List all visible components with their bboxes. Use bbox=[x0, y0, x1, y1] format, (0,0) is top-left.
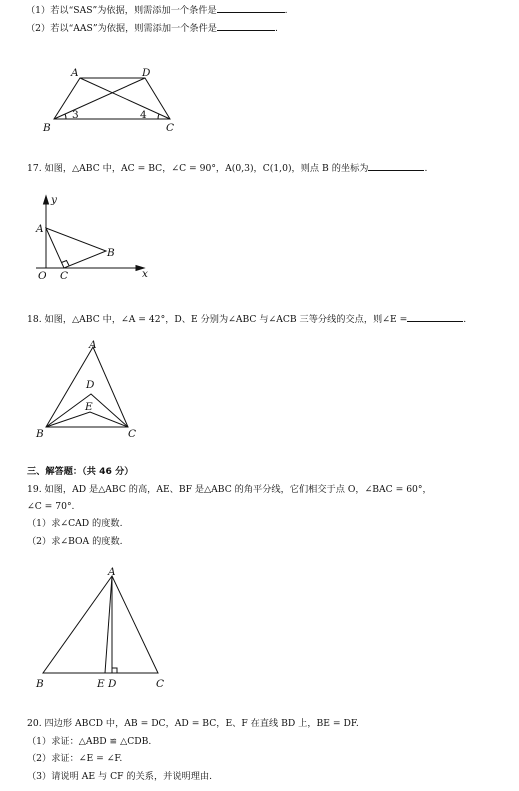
label-E: E bbox=[85, 401, 93, 413]
q19-line1: 19. 如图，AD 是△ABC 的高，AE、BF 是△ABC 的角平分线，它们相交于点 O，∠BAC = 60°， bbox=[27, 484, 432, 495]
label-y: y bbox=[51, 194, 57, 206]
label-D: D bbox=[86, 379, 95, 391]
label-A: A bbox=[89, 339, 97, 351]
period: . bbox=[424, 163, 428, 174]
trisector-e bbox=[46, 412, 128, 427]
triangle-abc bbox=[43, 576, 158, 673]
q18-text: 18. 如图，△ABC 中，∠A = 42°，D、E 分别为∠ABC 与∠ACB 三等分线的交点，则∠E = bbox=[27, 314, 408, 325]
diagonal-ac bbox=[80, 78, 170, 119]
answer-blank[interactable] bbox=[368, 161, 424, 171]
section-heading: 三、解答题：（共 46 分） bbox=[27, 466, 134, 477]
angle-3-arc bbox=[65, 114, 66, 119]
period: . bbox=[463, 314, 467, 325]
label-B: B bbox=[43, 122, 51, 134]
label-B: B bbox=[36, 428, 44, 440]
label-D: D bbox=[142, 67, 151, 79]
label-x: x bbox=[142, 268, 148, 280]
label-A: A bbox=[71, 67, 79, 79]
answer-blank[interactable] bbox=[407, 312, 463, 322]
q20-part1: （1）求证：△ABD ≌ △CDB. bbox=[27, 736, 152, 747]
label-angle-4: 4 bbox=[140, 109, 147, 121]
q20-part3: （3）请说明 AE 与 CF 的关系，并说明理由. bbox=[27, 771, 213, 782]
label-D: D bbox=[108, 678, 117, 690]
label-O: O bbox=[38, 270, 47, 282]
bisector-ae bbox=[105, 576, 112, 673]
label-B: B bbox=[107, 247, 115, 259]
angle-4-arc bbox=[158, 114, 159, 119]
period: . bbox=[275, 23, 278, 34]
figure-17 bbox=[36, 196, 144, 271]
y-axis-arrow bbox=[44, 196, 49, 204]
q19-part2: （2）求∠BOA 的度数. bbox=[27, 536, 123, 547]
q16-part1-text: （1）若以“SAS”为依据，则需添加一个条件是 bbox=[26, 5, 217, 16]
label-A: A bbox=[108, 566, 116, 578]
diagonal-bd bbox=[54, 78, 145, 119]
label-B: B bbox=[36, 678, 44, 690]
q16-part2-text: （2）若以“AAS”为依据，则需添加一个条件是 bbox=[26, 23, 217, 34]
q17-text: 17. 如图，△ABC 中，AC = BC，∠C = 90°，A(0,3)，C(1,0)，则点 B 的坐标为 bbox=[27, 163, 369, 174]
period: . bbox=[284, 5, 288, 16]
q17 bbox=[27, 161, 427, 175]
q19-part1: （1）求∠CAD 的度数. bbox=[27, 518, 123, 529]
right-angle-mark bbox=[112, 668, 117, 673]
label-angle-3: 3 bbox=[72, 109, 79, 121]
q19-line2: ∠C = 70°. bbox=[27, 501, 75, 512]
q20-line1: 20. 四边形 ABCD 中，AB = DC，AD = BC，E、F 在直线 BD 上，BE = DF. bbox=[27, 718, 359, 729]
q20-part2: （2）求证：∠E = ∠F. bbox=[27, 753, 123, 764]
q18 bbox=[27, 312, 466, 326]
triangle-abc bbox=[46, 228, 106, 268]
label-C: C bbox=[128, 428, 137, 440]
label-E: E bbox=[97, 678, 105, 690]
label-C: C bbox=[166, 122, 175, 134]
figure-19 bbox=[43, 576, 158, 673]
label-C: C bbox=[156, 678, 165, 690]
label-A: A bbox=[36, 223, 44, 235]
label-C: C bbox=[60, 270, 69, 282]
